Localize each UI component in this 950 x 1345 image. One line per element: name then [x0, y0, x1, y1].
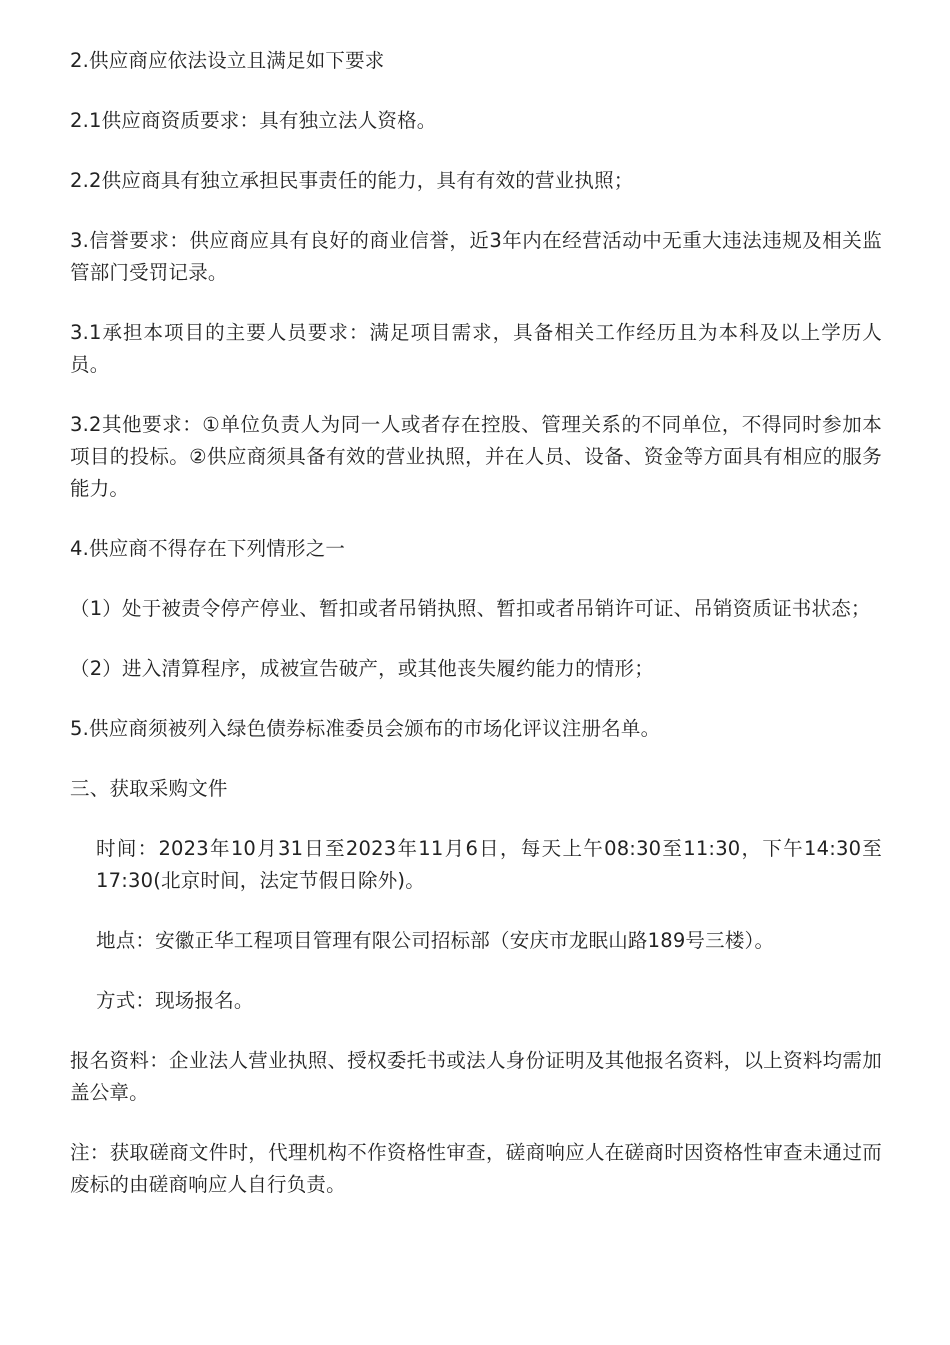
- obtain-method: 方式：现场报名。: [96, 989, 254, 1012]
- requirement-2: 2.供应商应依法设立且满足如下要求: [70, 49, 385, 72]
- requirement-4-item-2: （2）进入清算程序，成被宣告破产，或其他丧失履约能力的情形；: [70, 657, 654, 680]
- note: 注：获取磋商文件时，代理机构不作资格性审查，磋商响应人在磋商时因资格性审查未通过而废标的由磋商响应人自行负责。: [70, 1141, 882, 1196]
- requirement-5: 5.供应商须被列入绿色债券标准委员会颁布的市场化评议注册名单。: [70, 717, 661, 740]
- section-heading-obtain-documents: 三、获取采购文件: [70, 777, 228, 800]
- requirement-3: 3.信誉要求：供应商应具有良好的商业信誉，近3年内在经营活动中无重大违法违规及相关监管部门受罚记录。: [70, 229, 882, 284]
- requirement-4: 4.供应商不得存在下列情形之一: [70, 537, 346, 560]
- requirement-2-1: 2.1供应商资质要求：具有独立法人资格。: [70, 109, 437, 132]
- requirement-3-1: 3.1承担本项目的主要人员要求：满足项目需求，具备相关工作经历且为本科及以上学历人员。: [70, 321, 882, 376]
- document-body: [70, 45, 882, 1229]
- requirement-3-2: 3.2其他要求：①单位负责人为同一人或者存在控股、管理关系的不同单位，不得同时参加本项目的投标。②供应商须具备有效的营业执照，并在人员、设备、资金等方面具有相应的服务能力。: [70, 413, 882, 500]
- requirement-2-2: 2.2供应商具有独立承担民事责任的能力，具有有效的营业执照；: [70, 169, 634, 192]
- registration-materials: 报名资料：企业法人营业执照、授权委托书或法人身份证明及其他报名资料，以上资料均需加盖公章。: [70, 1049, 882, 1104]
- obtain-location: 地点：安徽正华工程项目管理有限公司招标部（安庆市龙眠山路189号三楼）。: [96, 929, 775, 952]
- obtain-time: 时间：2023年10月31日至2023年11月6日，每天上午08:30至11:30，下午14:30至17:30(北京时间，法定节假日除外)。: [96, 837, 882, 892]
- requirement-4-item-1: （1）处于被责令停产停业、暂扣或者吊销执照、暂扣或者吊销许可证、吊销资质证书状态；: [70, 597, 871, 620]
